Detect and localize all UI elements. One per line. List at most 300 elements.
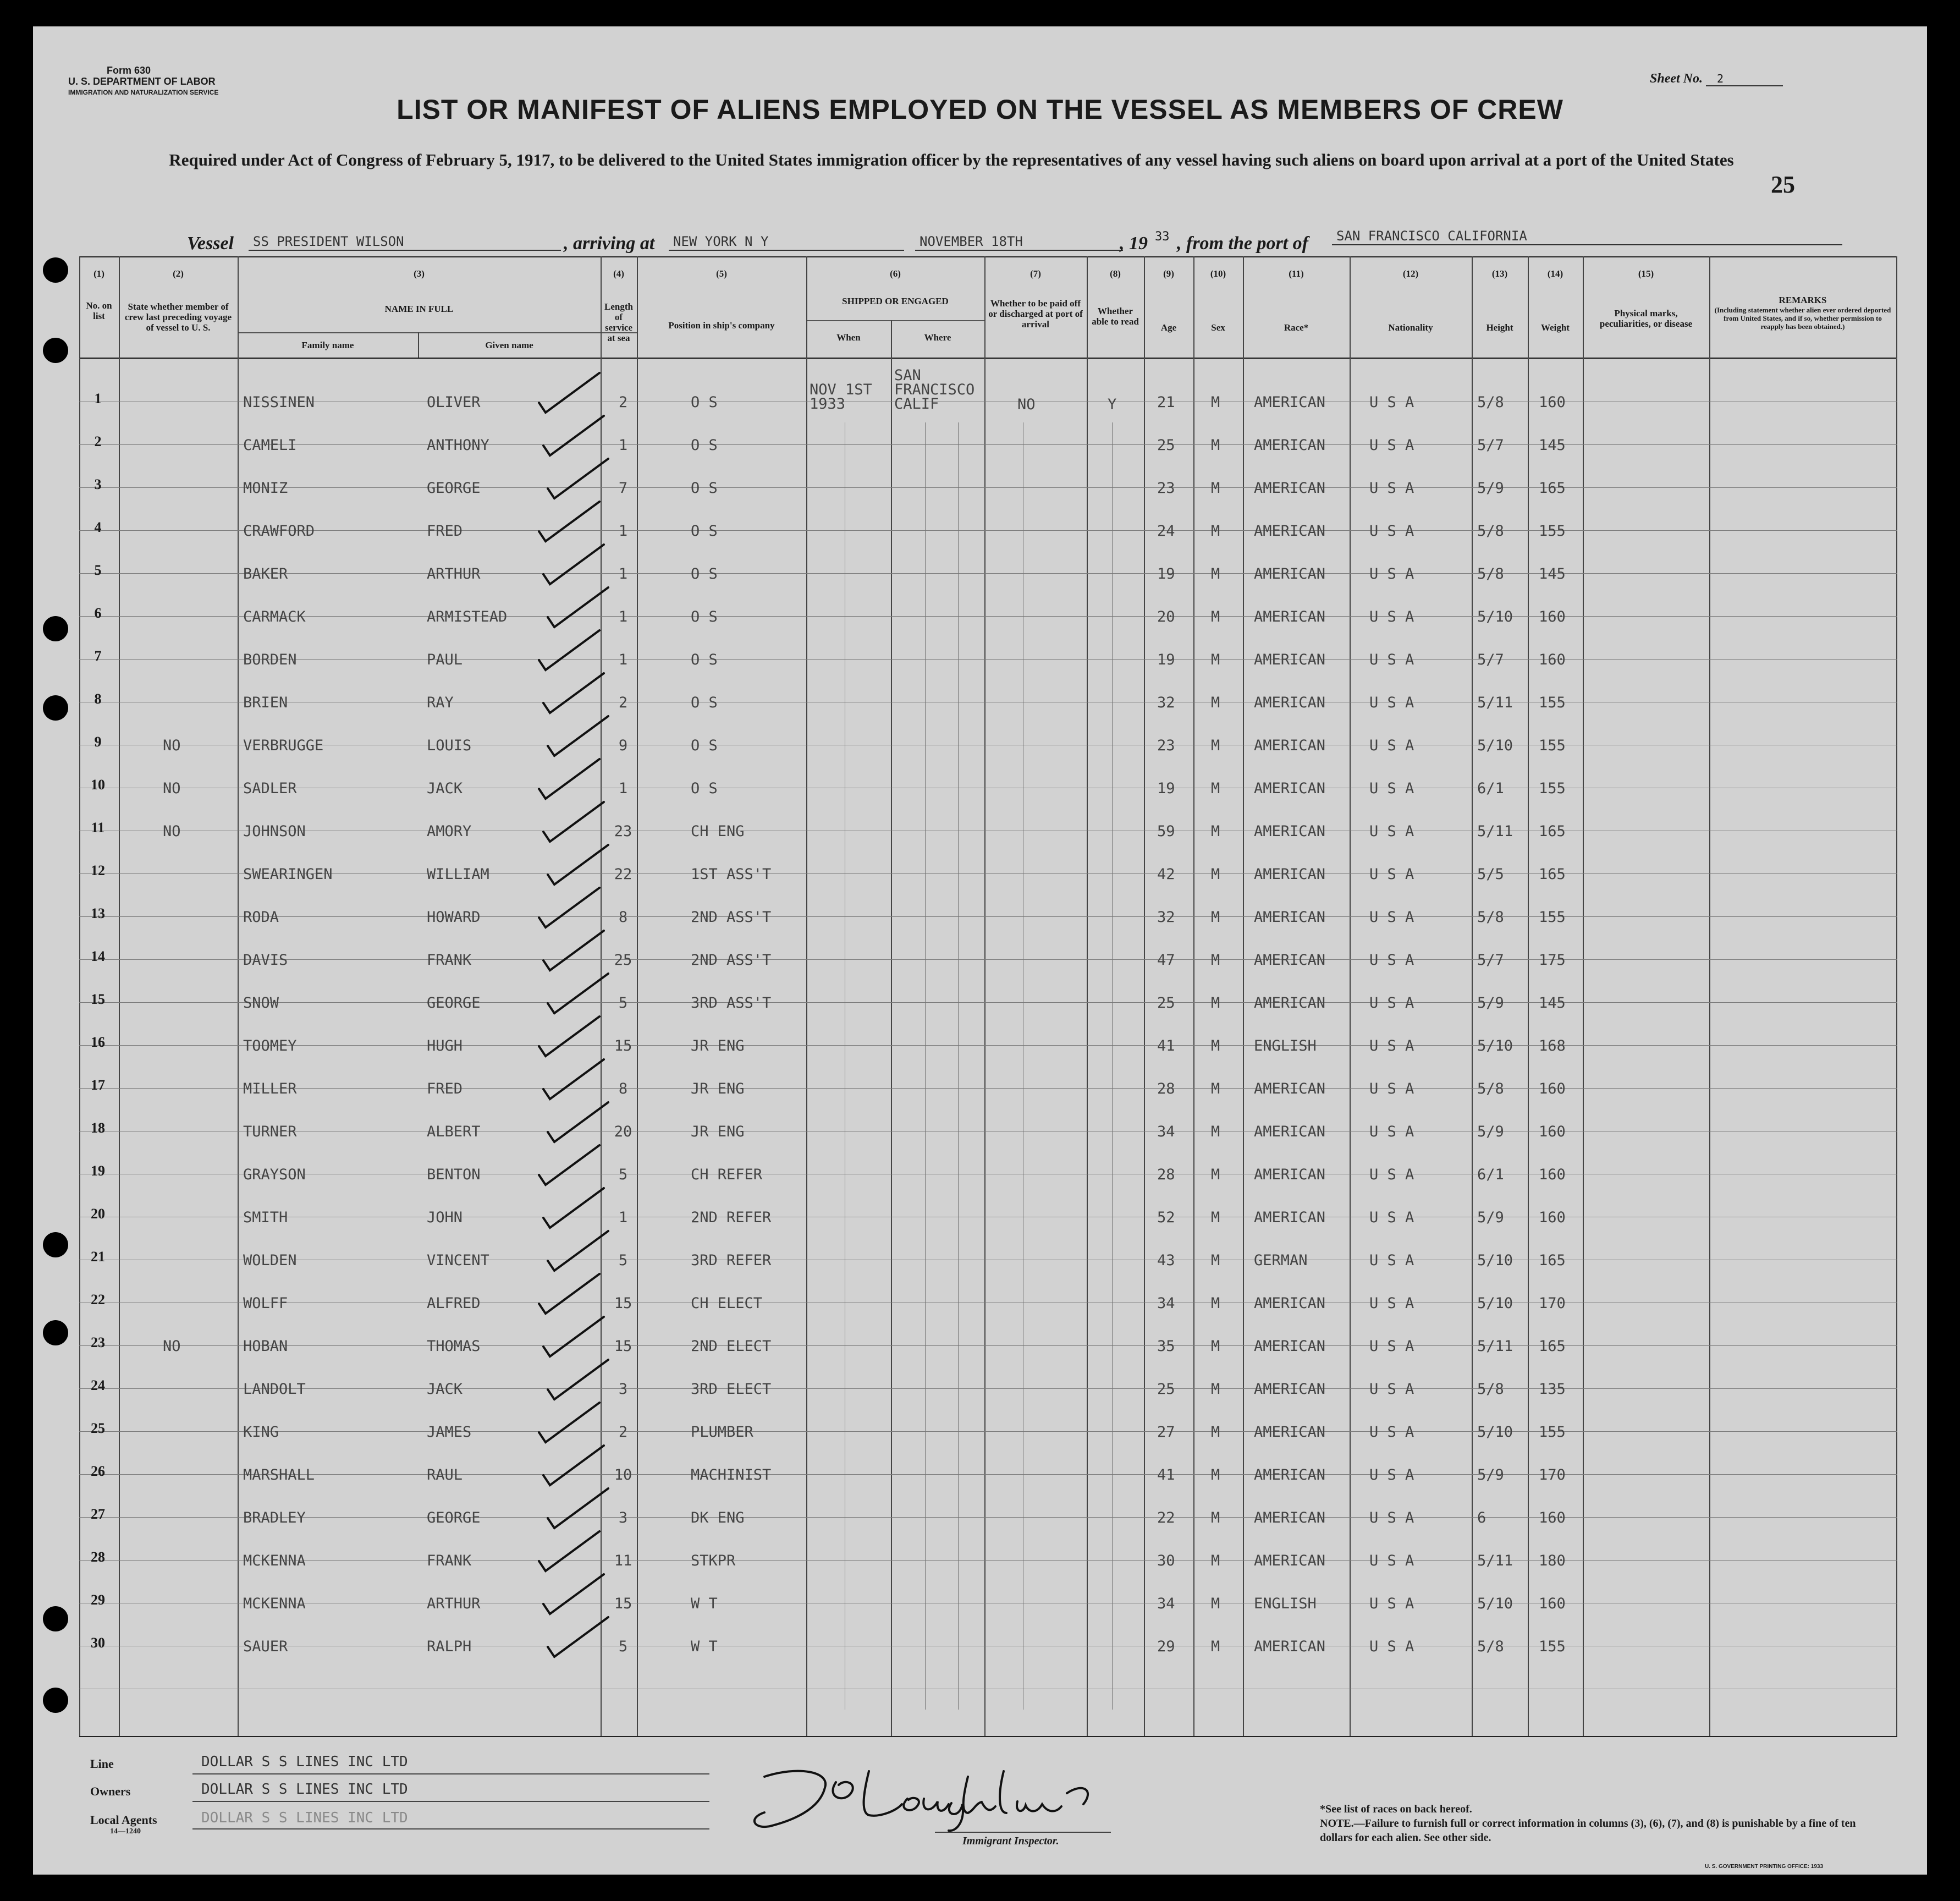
family-name-cell: TURNER [243, 1123, 297, 1140]
punch-hole [43, 338, 68, 363]
height-cell: 6/1 [1477, 1166, 1504, 1183]
row-number: 24 [91, 1377, 105, 1393]
vessel-label: Vessel [187, 233, 234, 254]
col-number: (3) [414, 268, 425, 279]
sex-cell: M [1211, 737, 1220, 754]
position-cell: O S [691, 608, 718, 625]
race-cell: AMERICAN [1254, 952, 1326, 969]
service-length-cell: 1 [618, 780, 628, 797]
sheet-number-label: Sheet No. [1650, 72, 1703, 86]
given-name-cell: ARTHUR [427, 1595, 481, 1612]
owners-underline [192, 1801, 709, 1802]
checkmark-icon [543, 416, 604, 455]
family-name-cell: CAMELI [243, 437, 297, 454]
able-to-read-value: Y [1108, 396, 1117, 413]
given-name-cell: JAMES [427, 1424, 472, 1441]
age-cell: 47 [1157, 952, 1175, 969]
owners-value: DOLLAR S S LINES INC LTD [201, 1781, 408, 1798]
age-cell: 34 [1157, 1295, 1175, 1312]
checkmark-icon [548, 974, 608, 1013]
checkmark-icon [539, 888, 599, 927]
signature-underline [935, 1832, 1111, 1833]
family-name-cell: SNOW [243, 995, 279, 1012]
given-name-cell: ALFRED [427, 1295, 481, 1312]
shipped-when: NOV 1ST 1933 [810, 381, 872, 413]
family-name-cell: BORDEN [243, 651, 297, 668]
previous-voyage-cell: NO [163, 780, 181, 797]
weight-cell: 160 [1539, 1166, 1566, 1183]
page-subtitle: Required under Act of Congress of February 5, 1917, to be delivered to the United States immigration officer by the representatives of any vessel having such aliens on board upon arrival at a port of the United States [169, 150, 1734, 169]
age-cell: 34 [1157, 1123, 1175, 1140]
row-number: 4 [94, 519, 102, 535]
sex-cell: M [1211, 1123, 1220, 1140]
race-cell: ENGLISH [1254, 1037, 1317, 1054]
sex-cell: M [1211, 651, 1220, 668]
punch-hole [43, 1232, 68, 1257]
height-cell: 5/5 [1477, 866, 1504, 883]
position-cell: CH REFER [691, 1166, 763, 1183]
col-number: (9) [1163, 268, 1174, 279]
height-cell: 5/8 [1477, 909, 1504, 926]
position-cell: W T [691, 1595, 718, 1612]
row-number: 3 [94, 476, 102, 492]
header-race: Race* [1284, 322, 1309, 333]
position-cell: 2ND ASS'T [691, 952, 772, 969]
header-physical-marks: Physical marks, peculiarities, or disease [1599, 308, 1693, 329]
col-number: (8) [1110, 268, 1121, 279]
vessel-name: SS PRESIDENT WILSON [249, 233, 561, 251]
race-cell: AMERICAN [1254, 651, 1326, 668]
service-length-cell: 3 [618, 1509, 628, 1526]
given-name-cell: FRED [427, 523, 463, 540]
sex-cell: M [1211, 866, 1220, 883]
height-cell: 5/8 [1477, 394, 1504, 411]
given-name-cell: FRANK [427, 952, 472, 969]
race-cell: AMERICAN [1254, 1381, 1326, 1398]
checkmark-icon [539, 1017, 599, 1056]
family-name-cell: TOOMEY [243, 1037, 297, 1054]
age-cell: 28 [1157, 1166, 1175, 1183]
height-cell: 5/10 [1477, 1037, 1513, 1054]
race-cell: AMERICAN [1254, 866, 1326, 883]
nationality-cell: U S A [1369, 1338, 1414, 1355]
punch-hole [43, 1688, 68, 1713]
given-name-cell: LOUIS [427, 737, 472, 754]
height-cell: 5/9 [1477, 1209, 1504, 1226]
weight-cell: 145 [1539, 565, 1566, 583]
checkmark-icon [539, 373, 599, 413]
family-name-cell: BAKER [243, 565, 288, 583]
given-name-cell: ARMISTEAD [427, 608, 508, 625]
punch-hole [43, 1606, 68, 1631]
sex-cell: M [1211, 1252, 1220, 1269]
position-cell: O S [691, 565, 718, 583]
service-length-cell: 1 [618, 565, 628, 583]
service-length-cell: 1 [618, 437, 628, 454]
weight-cell: 165 [1539, 1338, 1566, 1355]
position-cell: JR ENG [691, 1037, 745, 1054]
col-number: (10) [1210, 268, 1226, 279]
nationality-cell: U S A [1369, 1209, 1414, 1226]
race-cell: AMERICAN [1254, 694, 1326, 711]
col-number: (15) [1638, 268, 1654, 279]
position-cell: 3RD REFER [691, 1252, 772, 1269]
given-name-cell: PAUL [427, 651, 463, 668]
sex-cell: M [1211, 694, 1220, 711]
race-cell: AMERICAN [1254, 480, 1326, 497]
age-cell: 23 [1157, 737, 1175, 754]
age-cell: 25 [1157, 995, 1175, 1012]
nationality-cell: U S A [1369, 565, 1414, 583]
family-name-cell: MILLER [243, 1080, 297, 1097]
sex-cell: M [1211, 1638, 1220, 1655]
header-height: Height [1486, 322, 1513, 333]
sex-cell: M [1211, 565, 1220, 583]
family-name-cell: WOLFF [243, 1295, 288, 1312]
agents-label: Local Agents [90, 1813, 157, 1827]
age-cell: 32 [1157, 909, 1175, 926]
nationality-cell: U S A [1369, 608, 1414, 625]
checkmark-icon [548, 459, 608, 498]
previous-voyage-cell: NO [163, 737, 181, 754]
position-cell: O S [691, 480, 718, 497]
height-cell: 5/9 [1477, 1466, 1504, 1484]
race-cell: AMERICAN [1254, 565, 1326, 583]
height-cell: 5/7 [1477, 651, 1504, 668]
race-cell: AMERICAN [1254, 1123, 1326, 1140]
checkmark-icon [548, 716, 608, 756]
nationality-cell: U S A [1369, 1123, 1414, 1140]
nationality-cell: U S A [1369, 909, 1414, 926]
weight-cell: 155 [1539, 737, 1566, 754]
sex-cell: M [1211, 1552, 1220, 1569]
col-number: (13) [1491, 268, 1508, 279]
weight-cell: 160 [1539, 1509, 1566, 1526]
header-length-service: Length of service at sea [604, 301, 633, 343]
checkmark-icon [548, 1360, 608, 1399]
checkmark-icon [543, 1574, 604, 1614]
previous-voyage-cell: NO [163, 1338, 181, 1355]
owners-label: Owners [90, 1784, 131, 1798]
age-cell: 27 [1157, 1424, 1175, 1441]
nationality-cell: U S A [1369, 480, 1414, 497]
race-cell: AMERICAN [1254, 780, 1326, 797]
weight-cell: 155 [1539, 780, 1566, 797]
col-number: (5) [716, 268, 727, 279]
row-number: 10 [91, 777, 105, 793]
sex-cell: M [1211, 1166, 1220, 1183]
family-name-cell: MARSHALL [243, 1466, 315, 1484]
weight-cell: 160 [1539, 1080, 1566, 1097]
family-name-cell: SMITH [243, 1209, 288, 1226]
race-cell: AMERICAN [1254, 1209, 1326, 1226]
height-cell: 5/10 [1477, 1295, 1513, 1312]
service-length-cell: 5 [618, 1166, 628, 1183]
col-number: (7) [1030, 268, 1041, 279]
age-cell: 19 [1157, 565, 1175, 583]
family-name-cell: JOHNSON [243, 823, 306, 840]
shipped-where: SAN FRANCISCO CALIF [894, 367, 975, 413]
sex-cell: M [1211, 523, 1220, 540]
row-number: 25 [91, 1420, 105, 1436]
inspector-signature [731, 1760, 1116, 1837]
race-cell: AMERICAN [1254, 608, 1326, 625]
row-number: 28 [91, 1549, 105, 1565]
given-name-cell: RAY [427, 694, 454, 711]
year-prefix: , 19 [1120, 233, 1148, 254]
race-cell: AMERICAN [1254, 1424, 1326, 1441]
age-cell: 42 [1157, 866, 1175, 883]
line-label: Line [90, 1757, 114, 1771]
row-number: 2 [94, 433, 102, 449]
nationality-cell: U S A [1369, 523, 1414, 540]
agents-value: DOLLAR S S LINES INC LTD [201, 1810, 408, 1826]
service-length-cell: 20 [614, 1123, 632, 1140]
height-cell: 5/10 [1477, 1595, 1513, 1612]
height-cell: 5/9 [1477, 480, 1504, 497]
row-number: 19 [91, 1163, 105, 1179]
col-number: (12) [1402, 268, 1419, 279]
nationality-cell: U S A [1369, 780, 1414, 797]
position-cell: O S [691, 437, 718, 454]
given-name-cell: ARTHUR [427, 565, 481, 583]
weight-cell: 165 [1539, 480, 1566, 497]
weight-cell: 160 [1539, 1595, 1566, 1612]
given-name-cell: BENTON [427, 1166, 481, 1183]
height-cell: 5/9 [1477, 995, 1504, 1012]
height-cell: 5/7 [1477, 437, 1504, 454]
checkmark-icon [548, 1231, 608, 1271]
nationality-cell: U S A [1369, 1424, 1414, 1441]
service-length-cell: 1 [618, 523, 628, 540]
from-port-label: , from the port of [1177, 233, 1308, 254]
given-name-cell: JOHN [427, 1209, 463, 1226]
position-cell: 3RD ELECT [691, 1381, 772, 1398]
height-cell: 5/8 [1477, 565, 1504, 583]
given-name-cell: FRANK [427, 1552, 472, 1569]
family-name-cell: NISSINEN [243, 394, 315, 411]
header-previous-voyage: State whether member of crew last preceding voyage of vessel to U. S. [124, 301, 232, 333]
age-cell: 25 [1157, 437, 1175, 454]
age-cell: 59 [1157, 823, 1175, 840]
nationality-cell: U S A [1369, 1252, 1414, 1269]
position-cell: 2ND ELECT [691, 1338, 772, 1355]
given-name-cell: GEORGE [427, 995, 481, 1012]
nationality-cell: U S A [1369, 995, 1414, 1012]
height-cell: 5/8 [1477, 1381, 1504, 1398]
sex-cell: M [1211, 1295, 1220, 1312]
position-cell: CH ENG [691, 823, 745, 840]
line-underline [192, 1773, 709, 1774]
row-number: 14 [91, 948, 105, 964]
header-remarks: REMARKS [1779, 295, 1827, 305]
nationality-cell: U S A [1369, 737, 1414, 754]
service-length-cell: 1 [618, 1209, 628, 1226]
race-cell: GERMAN [1254, 1252, 1308, 1269]
race-cell: AMERICAN [1254, 1552, 1326, 1569]
checkmark-icon [543, 545, 604, 584]
service-length-cell: 2 [618, 694, 628, 711]
service-length-cell: 5 [618, 995, 628, 1012]
family-name-cell: SADLER [243, 780, 297, 797]
sex-cell: M [1211, 952, 1220, 969]
race-cell: AMERICAN [1254, 1295, 1326, 1312]
punch-hole [43, 1320, 68, 1345]
age-cell: 22 [1157, 1509, 1175, 1526]
nationality-cell: U S A [1369, 394, 1414, 411]
service-length-cell: 1 [618, 608, 628, 625]
sex-cell: M [1211, 780, 1220, 797]
punch-hole [43, 616, 68, 641]
sheet-number-value: 2 [1706, 72, 1783, 86]
header-name-in-full: NAME IN FULL [384, 304, 454, 314]
service-length-cell: 23 [614, 823, 632, 840]
position-cell: PLUMBER [691, 1424, 753, 1441]
position-cell: O S [691, 651, 718, 668]
position-cell: 1ST ASS'T [691, 866, 772, 883]
age-cell: 19 [1157, 651, 1175, 668]
height-cell: 5/8 [1477, 523, 1504, 540]
sex-cell: M [1211, 909, 1220, 926]
weight-cell: 155 [1539, 1638, 1566, 1655]
checkmark-icon [543, 673, 604, 713]
position-cell: JR ENG [691, 1080, 745, 1097]
row-number: 12 [91, 862, 105, 878]
col-number: (1) [93, 268, 104, 279]
race-cell: AMERICAN [1254, 1166, 1326, 1183]
age-cell: 34 [1157, 1595, 1175, 1612]
row-number: 26 [91, 1463, 105, 1479]
races-note: *See list of races on back hereof. [1320, 1803, 1472, 1815]
row-number: 8 [94, 691, 102, 707]
checkmarks-layer [33, 26, 1927, 1875]
height-cell: 6/1 [1477, 780, 1504, 797]
row-number: 20 [91, 1206, 105, 1222]
service-length-cell: 3 [618, 1381, 628, 1398]
height-cell: 5/8 [1477, 1080, 1504, 1097]
row-number: 18 [91, 1120, 105, 1136]
height-cell: 5/10 [1477, 737, 1513, 754]
row-number: 13 [91, 905, 105, 921]
previous-voyage-cell: NO [163, 823, 181, 840]
family-name-cell: HOBAN [243, 1338, 288, 1355]
sex-cell: M [1211, 823, 1220, 840]
weight-cell: 170 [1539, 1466, 1566, 1484]
height-cell: 5/10 [1477, 608, 1513, 625]
row-number: 29 [91, 1592, 105, 1608]
page-title: LIST OR MANIFEST OF ALIENS EMPLOYED ON THE VESSEL AS MEMBERS OF CREW [397, 94, 1563, 125]
header-sex: Sex [1211, 322, 1225, 333]
nationality-cell: U S A [1369, 694, 1414, 711]
row-number: 9 [94, 734, 102, 750]
age-cell: 25 [1157, 1381, 1175, 1398]
row-number: 16 [91, 1034, 105, 1050]
position-cell: O S [691, 694, 718, 711]
header-remarks-note: (Including statement whether alien ever ordered deported from United States, and if so, whether permission to reapply has been obtained.) [1714, 306, 1891, 331]
age-cell: 28 [1157, 1080, 1175, 1097]
sex-cell: M [1211, 1424, 1220, 1441]
row-number: 17 [91, 1077, 105, 1093]
weight-cell: 145 [1539, 437, 1566, 454]
height-cell: 5/10 [1477, 1252, 1513, 1269]
service-length-cell: 15 [614, 1295, 632, 1312]
row-number: 21 [91, 1249, 105, 1265]
nationality-cell: U S A [1369, 1295, 1414, 1312]
sex-cell: M [1211, 1381, 1220, 1398]
age-cell: 52 [1157, 1209, 1175, 1226]
service-length-cell: 15 [614, 1595, 632, 1612]
weight-cell: 168 [1539, 1037, 1566, 1054]
race-cell: AMERICAN [1254, 995, 1326, 1012]
service-length-cell: 5 [618, 1252, 628, 1269]
checkmark-icon [539, 1145, 599, 1185]
family-name-cell: MCKENNA [243, 1552, 306, 1569]
sex-cell: M [1211, 1209, 1220, 1226]
race-cell: AMERICAN [1254, 823, 1326, 840]
position-cell: W T [691, 1638, 718, 1655]
arrival-date: NOVEMBER 18TH [915, 233, 1123, 251]
row-number: 22 [91, 1292, 105, 1307]
given-name-cell: HOWARD [427, 909, 481, 926]
agents-underline [192, 1828, 709, 1829]
checkmark-icon [543, 1317, 604, 1356]
race-cell: AMERICAN [1254, 437, 1326, 454]
position-cell: JR ENG [691, 1123, 745, 1140]
position-cell: 2ND ASS'T [691, 909, 772, 926]
page-number: 25 [1771, 171, 1795, 198]
header-paid-off: Whether to be paid off or discharged at port of arrival [988, 298, 1083, 329]
weight-cell: 160 [1539, 394, 1566, 411]
weight-cell: 170 [1539, 1295, 1566, 1312]
height-cell: 5/9 [1477, 1123, 1504, 1140]
service-length-cell: 15 [614, 1338, 632, 1355]
nationality-cell: U S A [1369, 866, 1414, 883]
family-name-cell: MCKENNA [243, 1595, 306, 1612]
family-name-cell: CARMACK [243, 608, 306, 625]
form-code: 14—1240 [110, 1827, 141, 1836]
given-name-cell: AMORY [427, 823, 472, 840]
given-name-cell: ALBERT [427, 1123, 481, 1140]
header-age: Age [1160, 322, 1177, 333]
checkmark-icon [548, 1617, 608, 1657]
nationality-cell: U S A [1369, 1509, 1414, 1526]
age-cell: 43 [1157, 1252, 1175, 1269]
nationality-cell: U S A [1369, 1381, 1414, 1398]
sex-cell: M [1211, 1466, 1220, 1484]
family-name-cell: DAVIS [243, 952, 288, 969]
service-length-cell: 5 [618, 1638, 628, 1655]
weight-cell: 155 [1539, 523, 1566, 540]
col-number: (6) [890, 268, 901, 279]
penalty-note: NOTE.—Failure to furnish full or correct information in columns (3), (6), (7), and (8) is punishable by a fine of ten dollars for each alien. See other side. [1320, 1817, 1856, 1844]
manifest-sheet [33, 26, 1927, 1875]
nationality-cell: U S A [1369, 1037, 1414, 1054]
family-name-cell: BRADLEY [243, 1509, 306, 1526]
nationality-cell: U S A [1369, 651, 1414, 668]
position-cell: O S [691, 780, 718, 797]
family-name-cell: RODA [243, 909, 279, 926]
position-cell: 3RD ASS'T [691, 995, 772, 1012]
age-cell: 20 [1157, 608, 1175, 625]
family-name-cell: LANDOLT [243, 1381, 306, 1398]
punch-hole [43, 695, 68, 721]
nationality-cell: U S A [1369, 1466, 1414, 1484]
nationality-cell: U S A [1369, 952, 1414, 969]
year-value: 33 [1155, 230, 1170, 244]
weight-cell: 160 [1539, 1123, 1566, 1140]
service-length-cell: 2 [618, 1424, 628, 1441]
service-length-cell: 1 [618, 651, 628, 668]
